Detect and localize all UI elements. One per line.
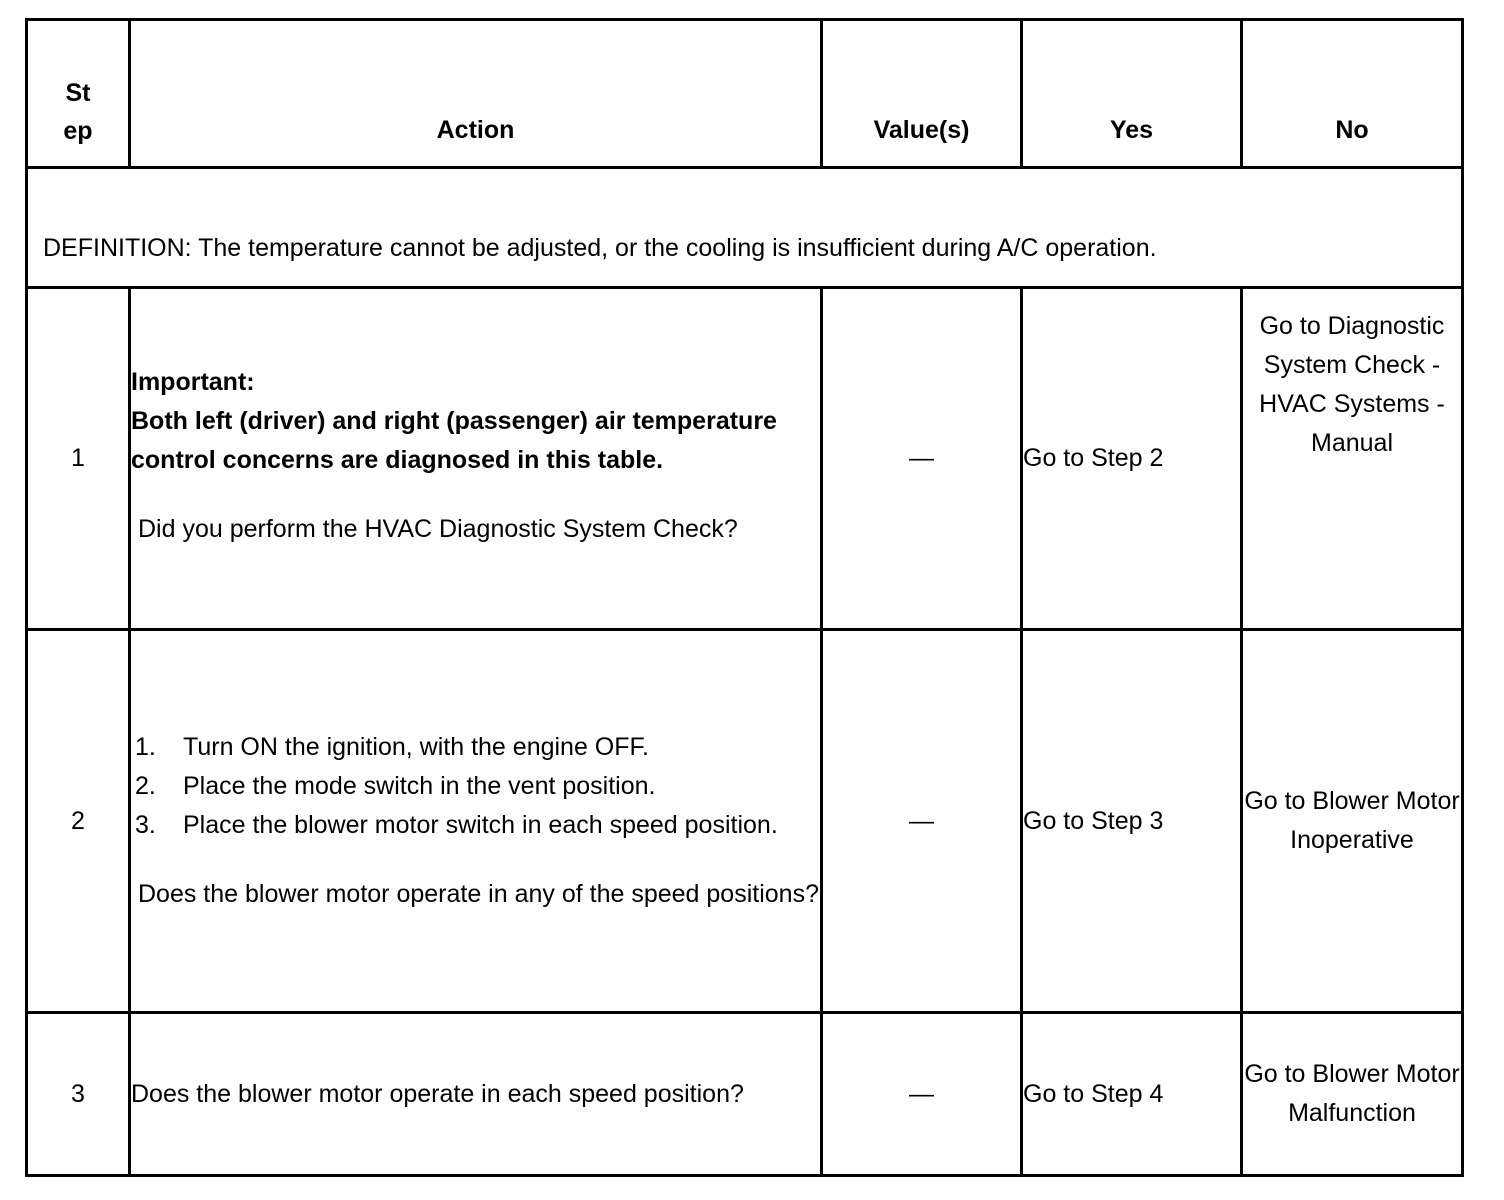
header-step-part2: ep: [63, 117, 93, 145]
list-item: [131, 767, 820, 806]
action-cell: [130, 1013, 822, 1176]
substep-number: 3.: [135, 811, 156, 839]
question-text: Did you perform the HVAC Diagnostic System Check?: [138, 515, 738, 543]
list-item: [131, 728, 820, 767]
header-row: [27, 20, 1463, 168]
definition-row: [27, 168, 1463, 288]
header-action: Action: [130, 20, 822, 168]
step-number: 2: [27, 630, 130, 1013]
table-row: [27, 1013, 1463, 1176]
substep-text: Place the blower motor switch in each speed position.: [183, 811, 778, 839]
value-cell: —: [822, 288, 1022, 630]
action-cell: [130, 630, 822, 1013]
header-no: No: [1242, 20, 1463, 168]
yes-action: Go to Step 2: [1022, 288, 1242, 630]
substep-text: Place the mode switch in the vent position.: [183, 772, 656, 800]
table-row: [27, 630, 1463, 1013]
important-text: Both left (driver) and right (passenger) air temperature control concerns are diagnosed in this table.: [131, 407, 777, 474]
header-step: [27, 20, 130, 168]
yes-action: Go to Step 4: [1022, 1013, 1242, 1176]
substep-list: [131, 728, 820, 845]
diagnostic-table: [25, 18, 1464, 1177]
header-values: Value(s): [822, 20, 1022, 168]
important-title: Important:: [131, 368, 255, 396]
no-action: Go to Diagnostic System Check - HVAC Systems - Manual: [1242, 288, 1463, 630]
action-cell: [130, 288, 822, 630]
definition-text: DEFINITION: The temperature cannot be adjusted, or the cooling is insufficient during A/C operation.: [27, 168, 1463, 288]
value-cell: —: [822, 630, 1022, 1013]
substep-number: 1.: [135, 733, 156, 761]
no-action: Go to Blower Motor Malfunction: [1242, 1013, 1463, 1176]
step-number: 3: [27, 1013, 130, 1176]
value-cell: —: [822, 1013, 1022, 1176]
no-action: Go to Blower Motor Inoperative: [1242, 630, 1463, 1013]
question-text: Does the blower motor operate in each speed position?: [131, 1079, 744, 1108]
step-number: 1: [27, 288, 130, 630]
substep-text: Turn ON the ignition, with the engine OFF.: [183, 733, 649, 761]
header-step-part1: St: [65, 79, 91, 107]
list-item: [131, 806, 820, 845]
important-note: [131, 363, 820, 480]
yes-action: Go to Step 3: [1022, 630, 1242, 1013]
table-row: [27, 288, 1463, 630]
substep-number: 2.: [135, 772, 156, 800]
header-yes: Yes: [1022, 20, 1242, 168]
question-text: Does the blower motor operate in any of the speed positions?: [138, 880, 819, 908]
